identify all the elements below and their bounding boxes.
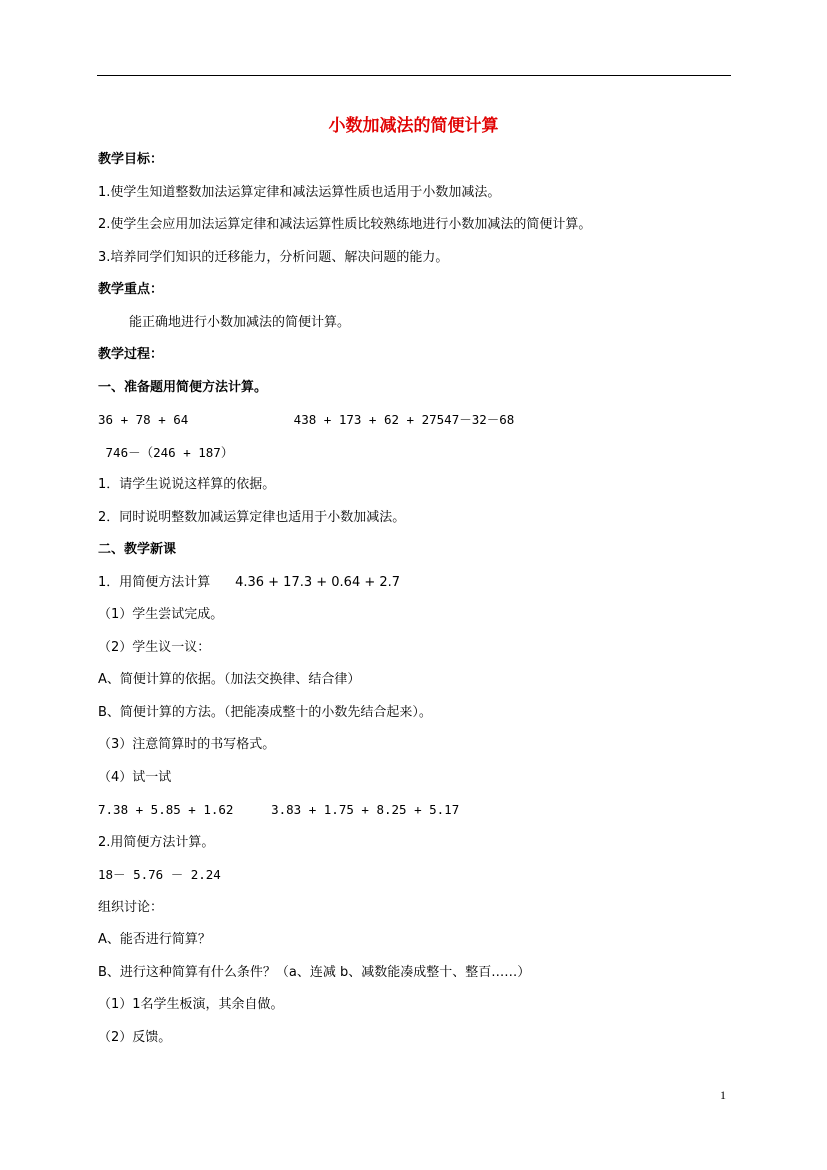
section-2-heading: 二、教学新课: [98, 542, 177, 557]
header-rule: [97, 75, 731, 76]
page-number: 1: [720, 1088, 726, 1102]
heading-process: 教学过程：: [98, 347, 164, 362]
practice-step-1: （1）1名学生板演，其余自做。: [98, 997, 284, 1012]
key-point-text: 能正确地进行小数加减法的简便计算。: [129, 315, 351, 330]
objective-2: 2.使学生会应用加法运算定律和减法运算性质比较熟练地进行小数加减法的简便计算。: [98, 217, 592, 232]
prep-expressions: 36 + 78 + 64 438 + 173 + 62 + 27547－32－68: [98, 412, 515, 427]
question-b: B、进行这种简算有什么条件？（a、连减 b、减数能凑成整十、整百……）: [98, 965, 531, 980]
heading-objectives: 教学目标：: [98, 152, 164, 167]
practice-step-2: （2）反馈。: [98, 1030, 172, 1045]
new-lesson-1-sub-3: （3）注意简算时的书写格式。: [98, 737, 276, 752]
prep-step-2: 2．同时说明整数加减运算定律也适用于小数加减法。: [98, 510, 406, 525]
section-1-heading: 一、准备题用简便方法计算。: [98, 380, 268, 395]
objective-1: 1.使学生知道整数加法运算定律和减法运算性质也适用于小数加减法。: [98, 185, 501, 200]
organize-discussion: 组织讨论：: [98, 900, 164, 915]
try-expressions: 7.38 + 5.85 + 1.62 3.83 + 1.75 + 8.25 + 5.17: [98, 802, 460, 817]
subtraction-expression: 18－ 5.76 － 2.24: [98, 867, 221, 882]
new-lesson-1-sub-1: （1）学生尝试完成。: [98, 607, 224, 622]
new-lesson-2: 2.用简便方法计算。: [98, 835, 215, 850]
prep-step-1: 1．请学生说说这样算的依据。: [98, 477, 276, 492]
question-a: A、能否进行简算？: [98, 932, 211, 947]
new-lesson-1-sub-2: （2）学生议一议：: [98, 640, 211, 655]
prep-expression-2: 746－（246 + 187）: [98, 445, 234, 460]
discussion-b: B、简便计算的方法。（把能凑成整十的小数先结合起来）。: [98, 705, 432, 720]
objective-3: 3.培养同学们知识的迁移能力，分析问题、解决问题的能力。: [98, 250, 449, 265]
discussion-a: A、简便计算的依据。（加法交换律、结合律）: [98, 672, 361, 687]
new-lesson-1: 1．用简便方法计算 4.36 + 17.3 + 0.64 + 2.7: [98, 575, 401, 590]
heading-key-points: 教学重点：: [98, 282, 164, 297]
new-lesson-1-sub-4: （4）试一试: [98, 770, 172, 785]
page-title: 小数加减法的简便计算: [328, 116, 499, 136]
